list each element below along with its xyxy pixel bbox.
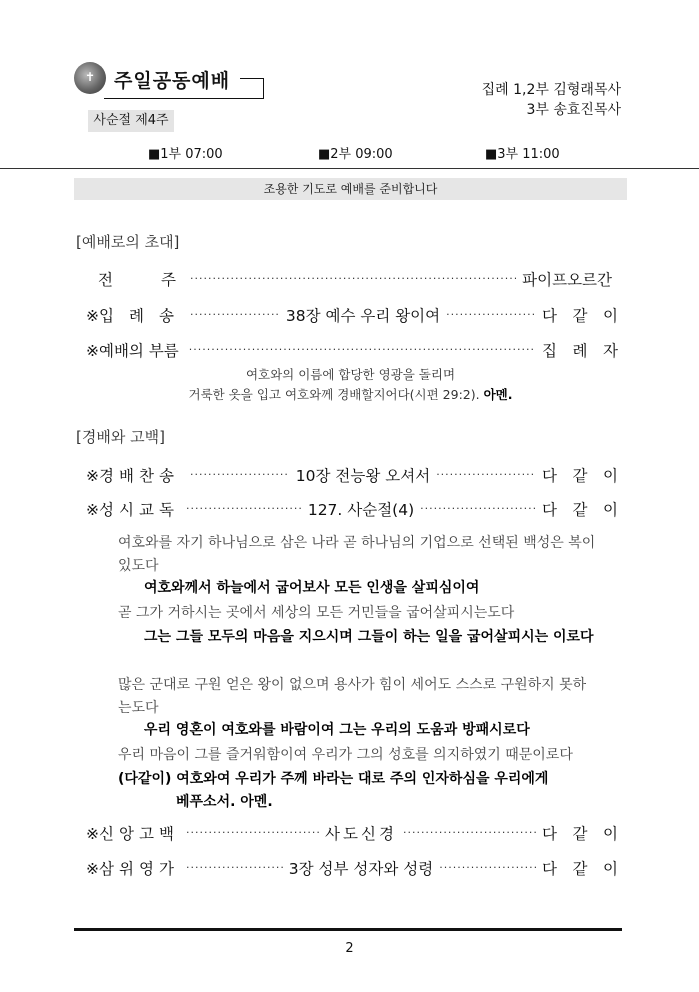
cross-icon: ✝	[84, 70, 96, 84]
order-label: ※예배의 부름	[86, 342, 179, 360]
order-label: 전 주	[98, 271, 176, 289]
leader-dots	[439, 857, 536, 879]
order-performer: 다 같 이	[541, 501, 618, 519]
responsive-people: 그는 그들 모두의 마음을 지으시며 그들이 하는 일을 굽어살피시는 이로다	[144, 629, 594, 645]
order-performer: 다 같 이	[542, 825, 618, 843]
officiant-info	[482, 80, 621, 120]
leader-dots	[186, 857, 283, 879]
call-quote-line-2: 거룩한 옷을 입고 여호와께 경배할지어다(시편 29:2). 아멘.	[188, 387, 513, 402]
order-row-reading	[86, 498, 618, 520]
order-performer: 집 례 자	[542, 342, 618, 360]
title-frame-bottom	[104, 98, 264, 99]
title-frame-side	[263, 78, 264, 99]
responsive-all-line-1: (다같이) 여호와여 우리가 주께 바라는 대로 주의 인자하심을 우리에게	[118, 771, 549, 787]
leader-dots	[190, 304, 280, 326]
leader-dots	[186, 498, 302, 520]
order-label: ※신 앙 고 백	[86, 825, 174, 843]
order-content: 3장 성부 성자와 성령	[288, 860, 434, 878]
order-label: ※경 배 찬 송	[86, 467, 174, 485]
prayer-banner: 조용한 기도로 예배를 준비합니다	[74, 178, 627, 200]
order-performer: 다 같 이	[541, 307, 618, 325]
responsive-all-line-2: 베푸소서. 아멘.	[176, 794, 273, 810]
leader-dots	[190, 464, 290, 486]
responsive-leader: 우리 마음이 그를 즐거워함이여 우리가 그의 성호를 의지하였기 때문이로다	[118, 747, 573, 763]
order-row-praise	[86, 464, 618, 486]
responsive-leader: 많은 군대로 구원 얻은 왕이 없으며 용사가 힘이 세어도 스스로 구원하지 못하는도다	[118, 677, 587, 716]
service-time-3: ■3부 11:00	[485, 147, 560, 162]
section-heading-invitation: [예배로의 초대]	[76, 233, 180, 251]
order-content: 10장 전능왕 오셔서	[295, 467, 431, 485]
season-badge: 사순절 제4주	[88, 110, 174, 132]
responsive-people: 우리 영혼이 여호와를 바람이여 그는 우리의 도움과 방패시로다	[144, 722, 530, 738]
leader-dots	[189, 339, 536, 361]
page-title: 주일공동예배	[114, 70, 231, 92]
order-row-entrance	[86, 304, 618, 326]
responsive-leader: 여호와를 자기 하나님으로 삼은 나라 곧 하나님의 기업으로 선택된 백성은 복이 있도다	[118, 535, 596, 574]
header-divider	[0, 168, 699, 169]
leader-dots	[420, 498, 536, 520]
leader-dots	[186, 822, 319, 844]
order-content: 사도신경	[325, 825, 397, 843]
footer-divider	[74, 928, 622, 931]
order-label: ※성 시 교 독	[86, 501, 174, 519]
leader-dots	[436, 464, 536, 486]
section-heading-adoration: [경배와 고백]	[76, 428, 165, 446]
page-number: 2	[345, 941, 354, 956]
title-frame-top	[240, 78, 264, 79]
order-row-prelude	[86, 268, 618, 290]
leader-dots	[190, 268, 516, 290]
order-content: 38장 예수 우리 왕이여	[285, 307, 441, 325]
order-row-creed	[86, 822, 618, 844]
call-quote-line-1: 여호와의 이름에 합당한 영광을 돌리며	[245, 367, 456, 382]
order-content: 127. 사순절(4)	[307, 501, 415, 519]
order-row-gloria	[86, 857, 618, 879]
service-time-1: ■1부 07:00	[148, 147, 223, 162]
leader-dots	[403, 822, 536, 844]
responsive-leader: 곧 그가 거하시는 곳에서 세상의 모든 거민들을 굽어살피시는도다	[118, 605, 515, 621]
officiant-line-2: 3부 송효진목사	[526, 102, 621, 118]
order-label: ※삼 위 영 가	[86, 860, 174, 878]
responsive-people: 여호와께서 하늘에서 굽어보사 모든 인생을 살피심이여	[144, 580, 480, 596]
order-performer: 다 같 이	[541, 467, 618, 485]
leader-dots	[446, 304, 536, 326]
order-performer: 파이프오르간	[522, 271, 612, 289]
order-label: ※입 례 송	[86, 307, 174, 325]
service-time-2: ■2부 09:00	[318, 147, 393, 162]
order-row-call	[86, 339, 618, 361]
order-performer: 다 같 이	[542, 860, 618, 878]
officiant-line-1: 집례 1,2부 김형래목사	[481, 82, 621, 98]
